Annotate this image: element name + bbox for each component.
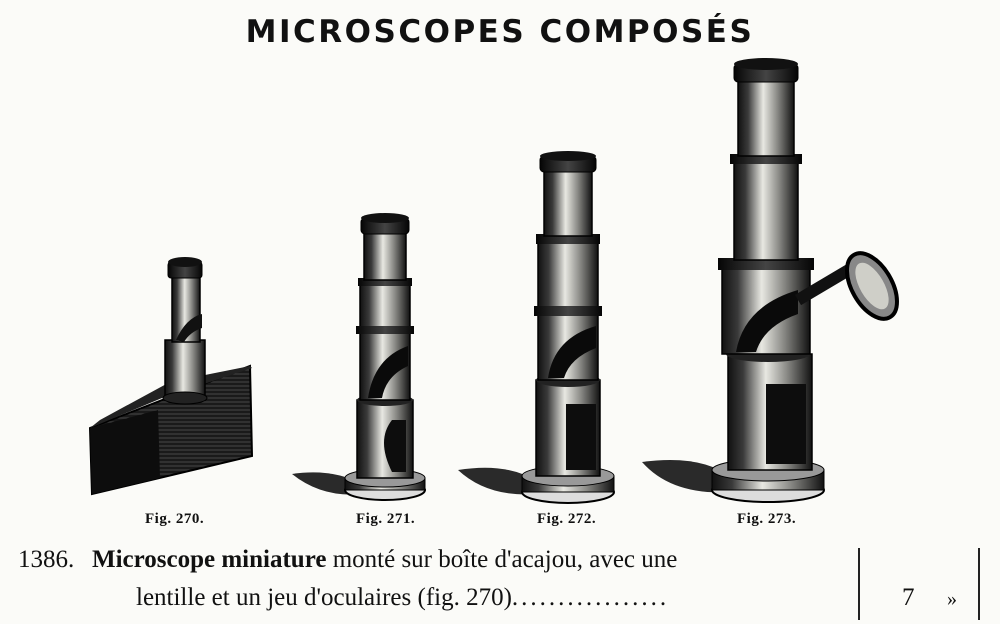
microscope-fig-273 bbox=[642, 58, 907, 502]
figure-caption: Fig. 273. bbox=[737, 511, 797, 527]
figure-caption: Fig. 271. bbox=[356, 511, 416, 527]
microscope-fig-271 bbox=[292, 213, 425, 500]
figure-caption: Fig. 270. bbox=[145, 511, 205, 527]
microscope-fig-272 bbox=[458, 151, 614, 503]
catalog-entry bbox=[0, 540, 1000, 624]
entry-number: 1386. bbox=[18, 546, 75, 573]
entry-description-2: lentille et un jeu d'oculaires (fig. 270) bbox=[136, 584, 512, 611]
price-column-rule bbox=[858, 548, 860, 620]
entry-line-2 bbox=[136, 584, 669, 612]
price-column-rule bbox=[978, 548, 980, 620]
price-unit: » bbox=[947, 588, 957, 610]
entry-description-1: monté sur boîte d'acajou, avec une bbox=[332, 546, 678, 573]
figure-caption: Fig. 272. bbox=[537, 511, 597, 527]
entry-price: 7 bbox=[902, 584, 915, 611]
entry-line-1 bbox=[92, 546, 677, 574]
page-title: MICROSCOPES COMPOSÉS bbox=[245, 14, 755, 50]
entry-name: Microscope miniature bbox=[92, 546, 327, 573]
microscope-fig-270 bbox=[90, 257, 252, 494]
dot-leader: ................. bbox=[511, 584, 670, 611]
